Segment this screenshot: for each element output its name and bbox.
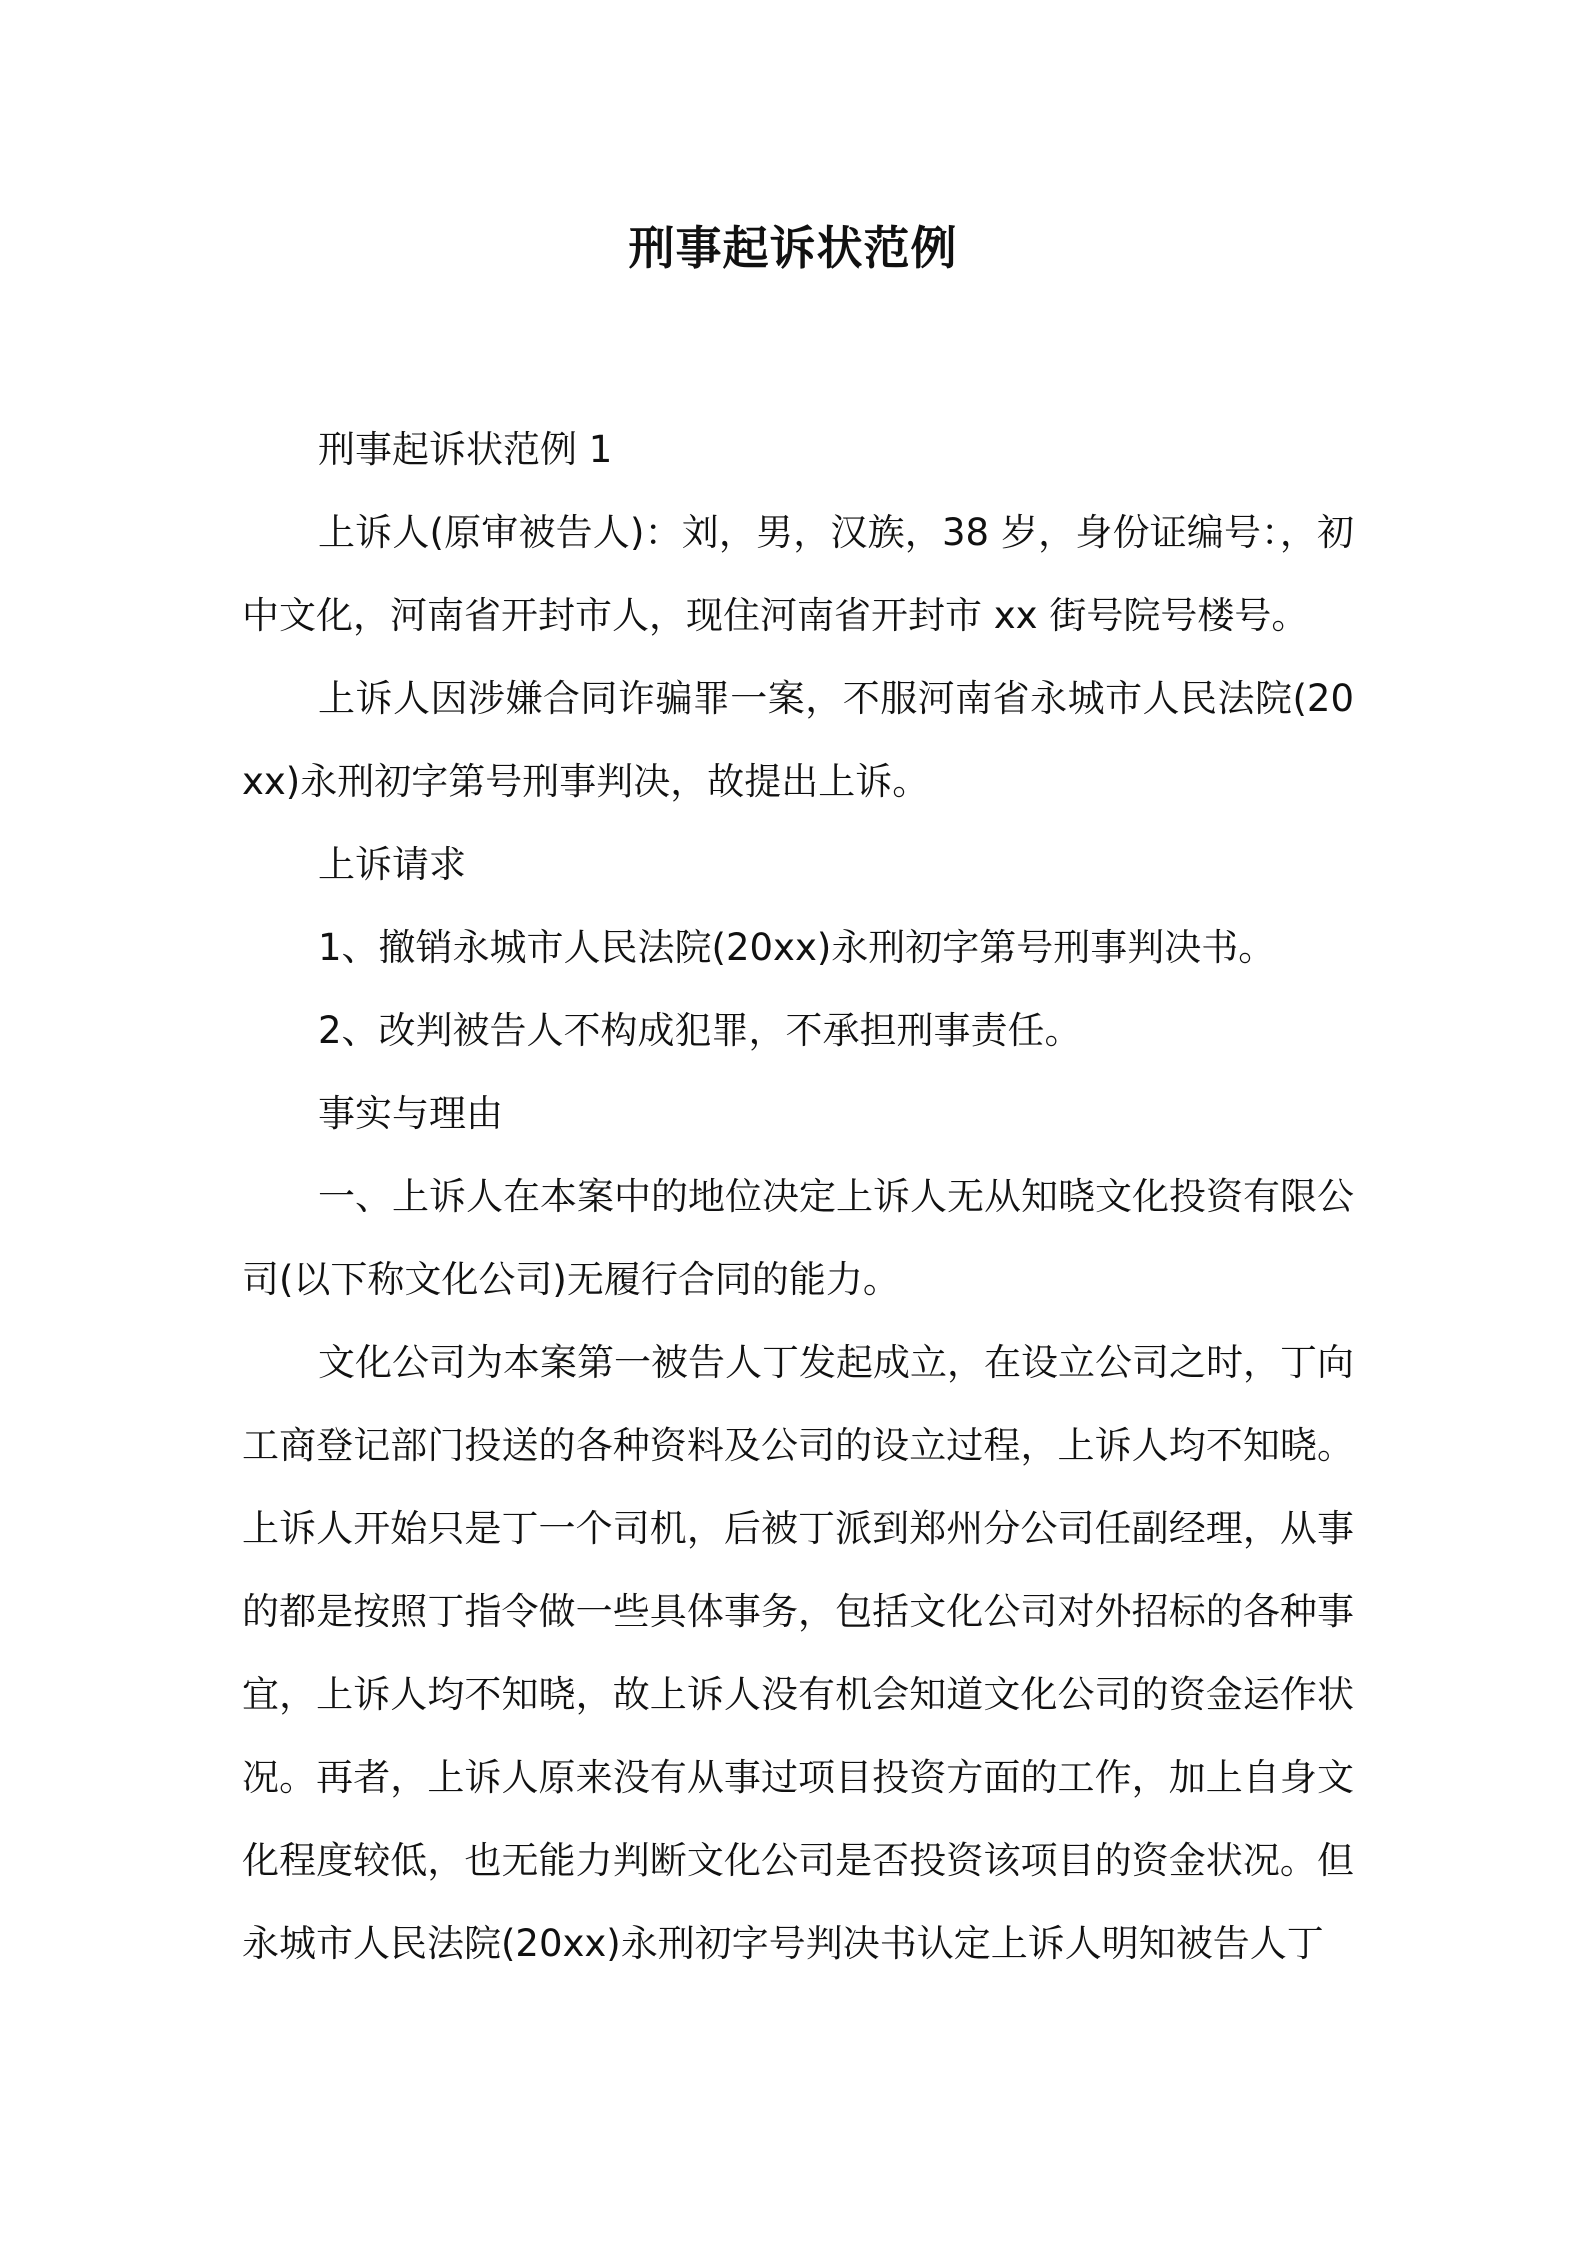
section-heading-example-1: 刑事起诉状范例 1 [318,428,613,471]
appeal-request-item-1: 1、撤销永城市人民法院(20xx)永刑初字第号刑事判决书。 [318,926,1276,969]
facts-detail-paragraph: 文化公司为本案第一被告人丁发起成立，在设立公司之时，丁向工商登记部门投送的各种资料及公司的设立过程，上诉人均不知晓。上诉人开始只是丁一个司机，后被丁派到郑州分公司任副经理，从事的都是按照丁指令做一些具体事务，包括文化公司对外招标的各种事宜，上诉人均不知晓，故上诉人没有机会知道文化公司的资金运作状况。再者，上诉人原来没有从事过项目投资方面的工作，加上自身文化程度较低，也无能力判断文化公司是否投资该项目的资金状况。但永城市人民法院(20xx)永刑初字号判决书认定上诉人明知被告人丁 [242,1341,1354,1965]
appeal-reason-paragraph: 上诉人因涉嫌合同诈骗罪一案，不服河南省永城市人民法院(20xx)永刑初字第号刑事判决，故提出上诉。 [242,677,1354,803]
appellant-info-paragraph: 上诉人(原审被告人)：刘，男，汉族，38 岁，身份证编号：，初中文化，河南省开封市人，现住河南省开封市 xx 街号院号楼号。 [242,511,1354,637]
facts-point-1: 一、上诉人在本案中的地位决定上诉人无从知晓文化投资有限公司(以下称文化公司)无履行合同的能力。 [242,1175,1354,1301]
document-title: 刑事起诉状范例 [628,221,958,275]
appeal-request-item-2: 2、改判被告人不构成犯罪，不承担刑事责任。 [318,1009,1082,1052]
document-body [242,408,1354,1985]
facts-reasons-heading: 事实与理由 [318,1092,503,1135]
appeal-request-heading: 上诉请求 [318,843,466,886]
